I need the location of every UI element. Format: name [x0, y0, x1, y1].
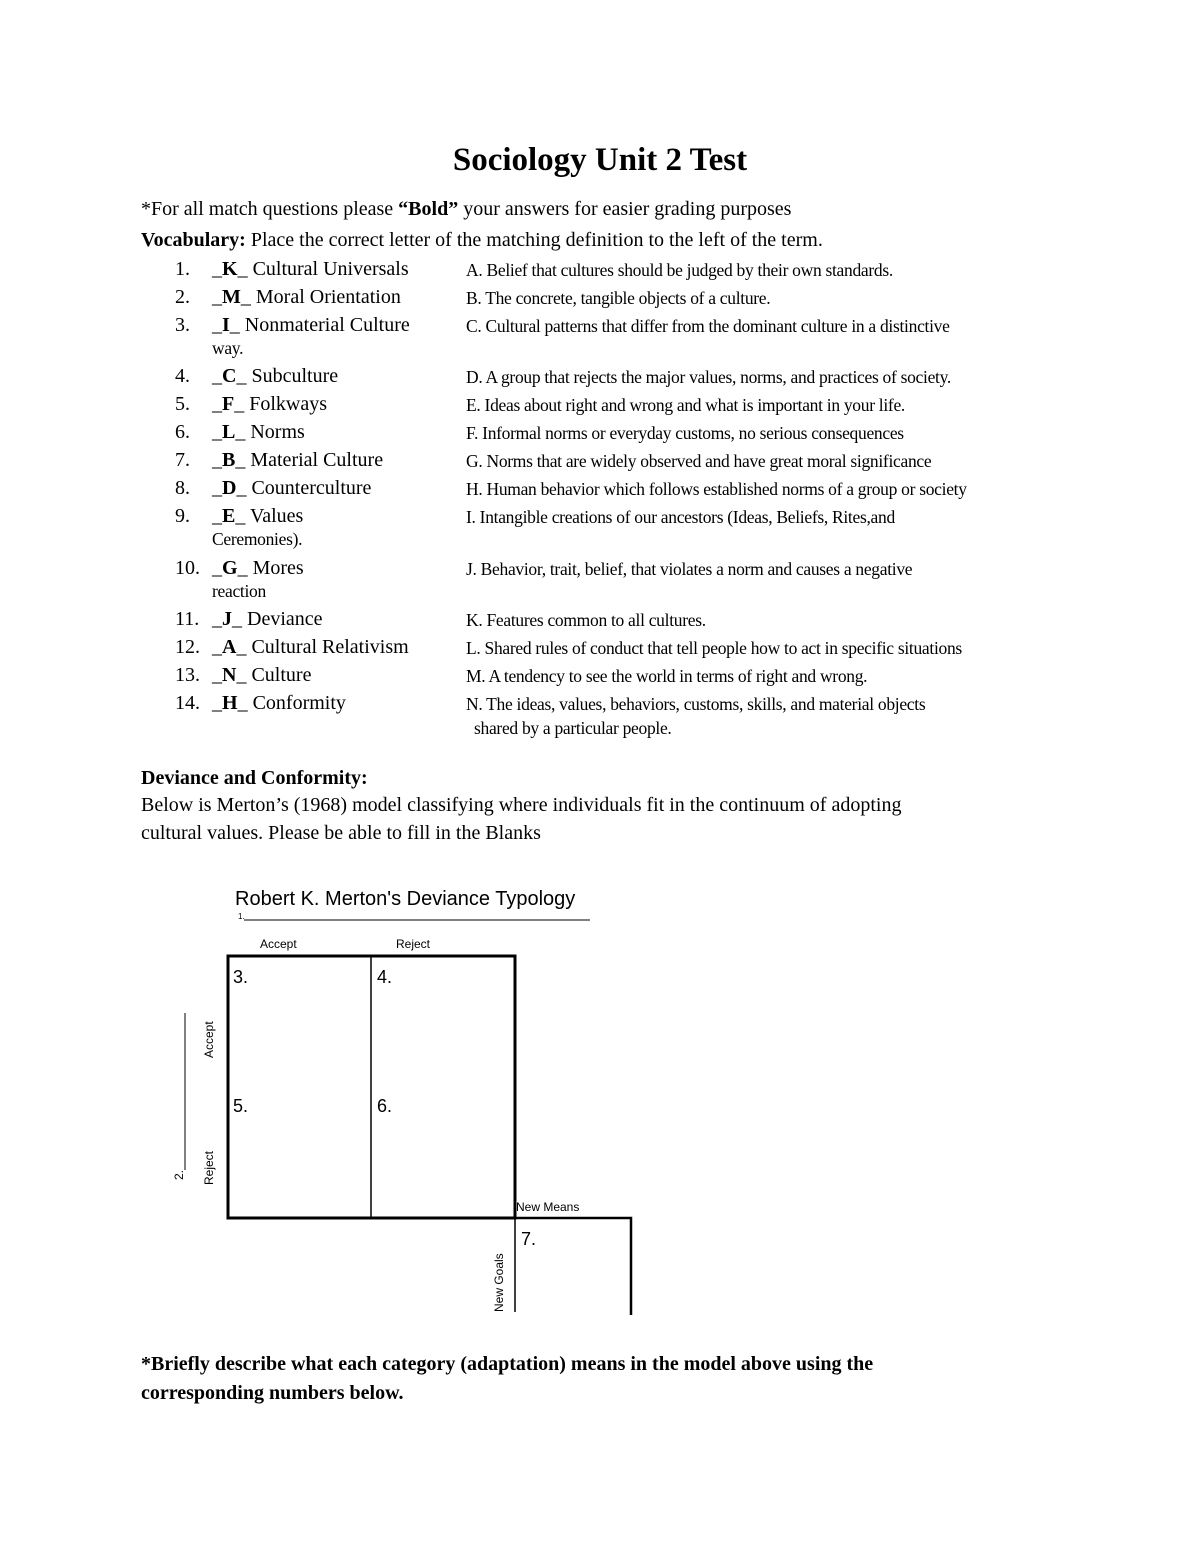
item-number: 10.	[175, 557, 200, 579]
term: Subculture	[251, 365, 339, 387]
term: Values	[249, 505, 304, 527]
definition: G. Norms that are widely observed and have great moral significance	[466, 451, 932, 471]
item-number: 6.	[175, 421, 190, 443]
answer-letter: M	[222, 286, 241, 308]
definition: L. Shared rules of conduct that tell people how to act in specific situations	[466, 638, 962, 658]
item-number: 2.	[175, 286, 190, 308]
row-reject-label: Reject	[202, 1150, 216, 1185]
vocabulary-item: _E_ Values	[212, 505, 304, 527]
deviance-text-line2: cultural values. Please be able to fill in the Blanks	[141, 822, 541, 844]
vocabulary-label: Vocabulary:	[141, 229, 246, 251]
term: Mores	[252, 557, 304, 579]
definition: C. Cultural patterns that differ from the dominant culture in a distinctive	[466, 316, 950, 336]
cell-6: 6.	[377, 1096, 393, 1116]
vocabulary-item: _K_ Cultural Universals	[212, 258, 409, 280]
definition: F. Informal norms or everyday customs, no serious consequences	[466, 423, 904, 443]
definition: A. Belief that cultures should be judged by their own standards.	[466, 260, 893, 280]
item-number: 14.	[175, 692, 200, 714]
term: Folkways	[249, 393, 328, 415]
term: Counterculture	[251, 477, 372, 499]
item-number: 3.	[175, 314, 190, 336]
vocabulary-item: _J_ Deviance	[212, 608, 323, 630]
new-means-label: New Means	[516, 1200, 580, 1214]
vocabulary-item: _N_ Culture	[212, 664, 312, 686]
item-number: 8.	[175, 477, 190, 499]
vocabulary-item: _D_ Counterculture	[212, 477, 372, 499]
term: Cultural Universals	[252, 258, 409, 280]
item-number: 7.	[175, 449, 190, 471]
column-reject-label: Reject	[396, 937, 431, 951]
vocabulary-item: _I_ Nonmaterial Culture	[212, 314, 410, 336]
answer-letter: H	[222, 692, 238, 714]
answer-letter: G	[222, 557, 238, 579]
definition: N. The ideas, values, behaviors, customs, skills, and material objects	[466, 694, 926, 714]
page-title: Sociology Unit 2 Test	[452, 142, 748, 178]
item-number: 9.	[175, 505, 190, 527]
answer-letter: B	[222, 449, 236, 471]
definition-continued: shared by a particular people.	[474, 718, 672, 738]
item-number: 11.	[175, 608, 200, 630]
question-line1: *Briefly describe what each category (adaptation) means in the model above using the	[141, 1353, 874, 1375]
term: Culture	[251, 664, 312, 686]
definition-wrap: way.	[212, 338, 244, 358]
answer-letter: J	[222, 608, 232, 630]
instruction-bold: “Bold”	[398, 198, 459, 220]
new-goals-label: New Goals	[492, 1253, 506, 1312]
definition: H. Human behavior which follows established norms of a group or society	[466, 479, 967, 499]
vocabulary-item: _C_ Subculture	[212, 365, 339, 387]
cell-3: 3.	[233, 967, 249, 987]
definition: I. Intangible creations of our ancestors (Ideas, Beliefs, Rites,and	[466, 507, 895, 527]
cell-5: 5.	[233, 1096, 249, 1116]
vocabulary-item: _M_ Moral Orientation	[212, 286, 401, 308]
blank-1-label: 1.	[238, 912, 245, 921]
term: Deviance	[247, 608, 323, 630]
diagram-title: Robert K. Merton's Deviance Typology	[235, 888, 576, 910]
answer-letter: A	[222, 636, 237, 658]
item-number: 4.	[175, 365, 190, 387]
cell-4: 4.	[377, 967, 393, 987]
question-line2: corresponding numbers below.	[141, 1382, 404, 1404]
term: Conformity	[252, 692, 346, 714]
definition: D. A group that rejects the major values, norms, and practices of society.	[466, 367, 951, 387]
vocabulary-item: _G_ Mores	[212, 557, 304, 579]
vocabulary-item: _B_ Material Culture	[212, 449, 384, 471]
answer-letter: C	[222, 365, 237, 387]
answer-letter: L	[222, 421, 236, 443]
answer-letter: N	[222, 664, 237, 686]
instruction-prefix: *For all match questions please	[141, 198, 399, 220]
term: Cultural Relativism	[251, 636, 409, 658]
answer-letter: I	[222, 314, 230, 336]
term: Nonmaterial Culture	[244, 314, 410, 336]
vocabulary-item: _L_ Norms	[212, 421, 305, 443]
item-number: 12.	[175, 636, 200, 658]
definition: J. Behavior, trait, belief, that violates a norm and causes a negative	[466, 559, 913, 579]
term: Moral Orientation	[255, 286, 401, 308]
item-number: 1.	[175, 258, 190, 280]
answer-letter: D	[222, 477, 237, 499]
term: Material Culture	[250, 449, 384, 471]
answer-letter: E	[222, 505, 236, 527]
column-accept-label: Accept	[260, 937, 297, 951]
definition: B. The concrete, tangible objects of a culture.	[466, 288, 771, 308]
term: Norms	[250, 421, 305, 443]
vocabulary-item: _F_ Folkways	[212, 393, 328, 415]
blank-2-label: 2.	[172, 1169, 186, 1180]
item-number: 5.	[175, 393, 190, 415]
vocabulary-item: _H_ Conformity	[212, 692, 346, 714]
item-number: 13.	[175, 664, 200, 686]
instruction-suffix: your answers for easier grading purposes	[458, 198, 792, 220]
vocabulary-item: _A_ Cultural Relativism	[212, 636, 409, 658]
answer-letter: K	[222, 258, 238, 280]
definition: K. Features common to all cultures.	[466, 610, 706, 630]
definition-wrap: reaction	[212, 581, 266, 601]
row-accept-label: Accept	[202, 1021, 216, 1058]
definition-wrap: Ceremonies).	[212, 529, 303, 549]
deviance-heading: Deviance and Conformity:	[141, 767, 368, 789]
definition: M. A tendency to see the world in terms of right and wrong.	[466, 666, 868, 686]
answer-letter: F	[222, 393, 235, 415]
deviance-text-line1: Below is Merton’s (1968) model classifying where individuals fit in the continuum of adopting	[141, 794, 902, 816]
cell-7: 7.	[521, 1229, 537, 1249]
vocabulary-text: Place the correct letter of the matching definition to the left of the term.	[245, 229, 823, 251]
definition: E. Ideas about right and wrong and what is important in your life.	[466, 395, 905, 415]
